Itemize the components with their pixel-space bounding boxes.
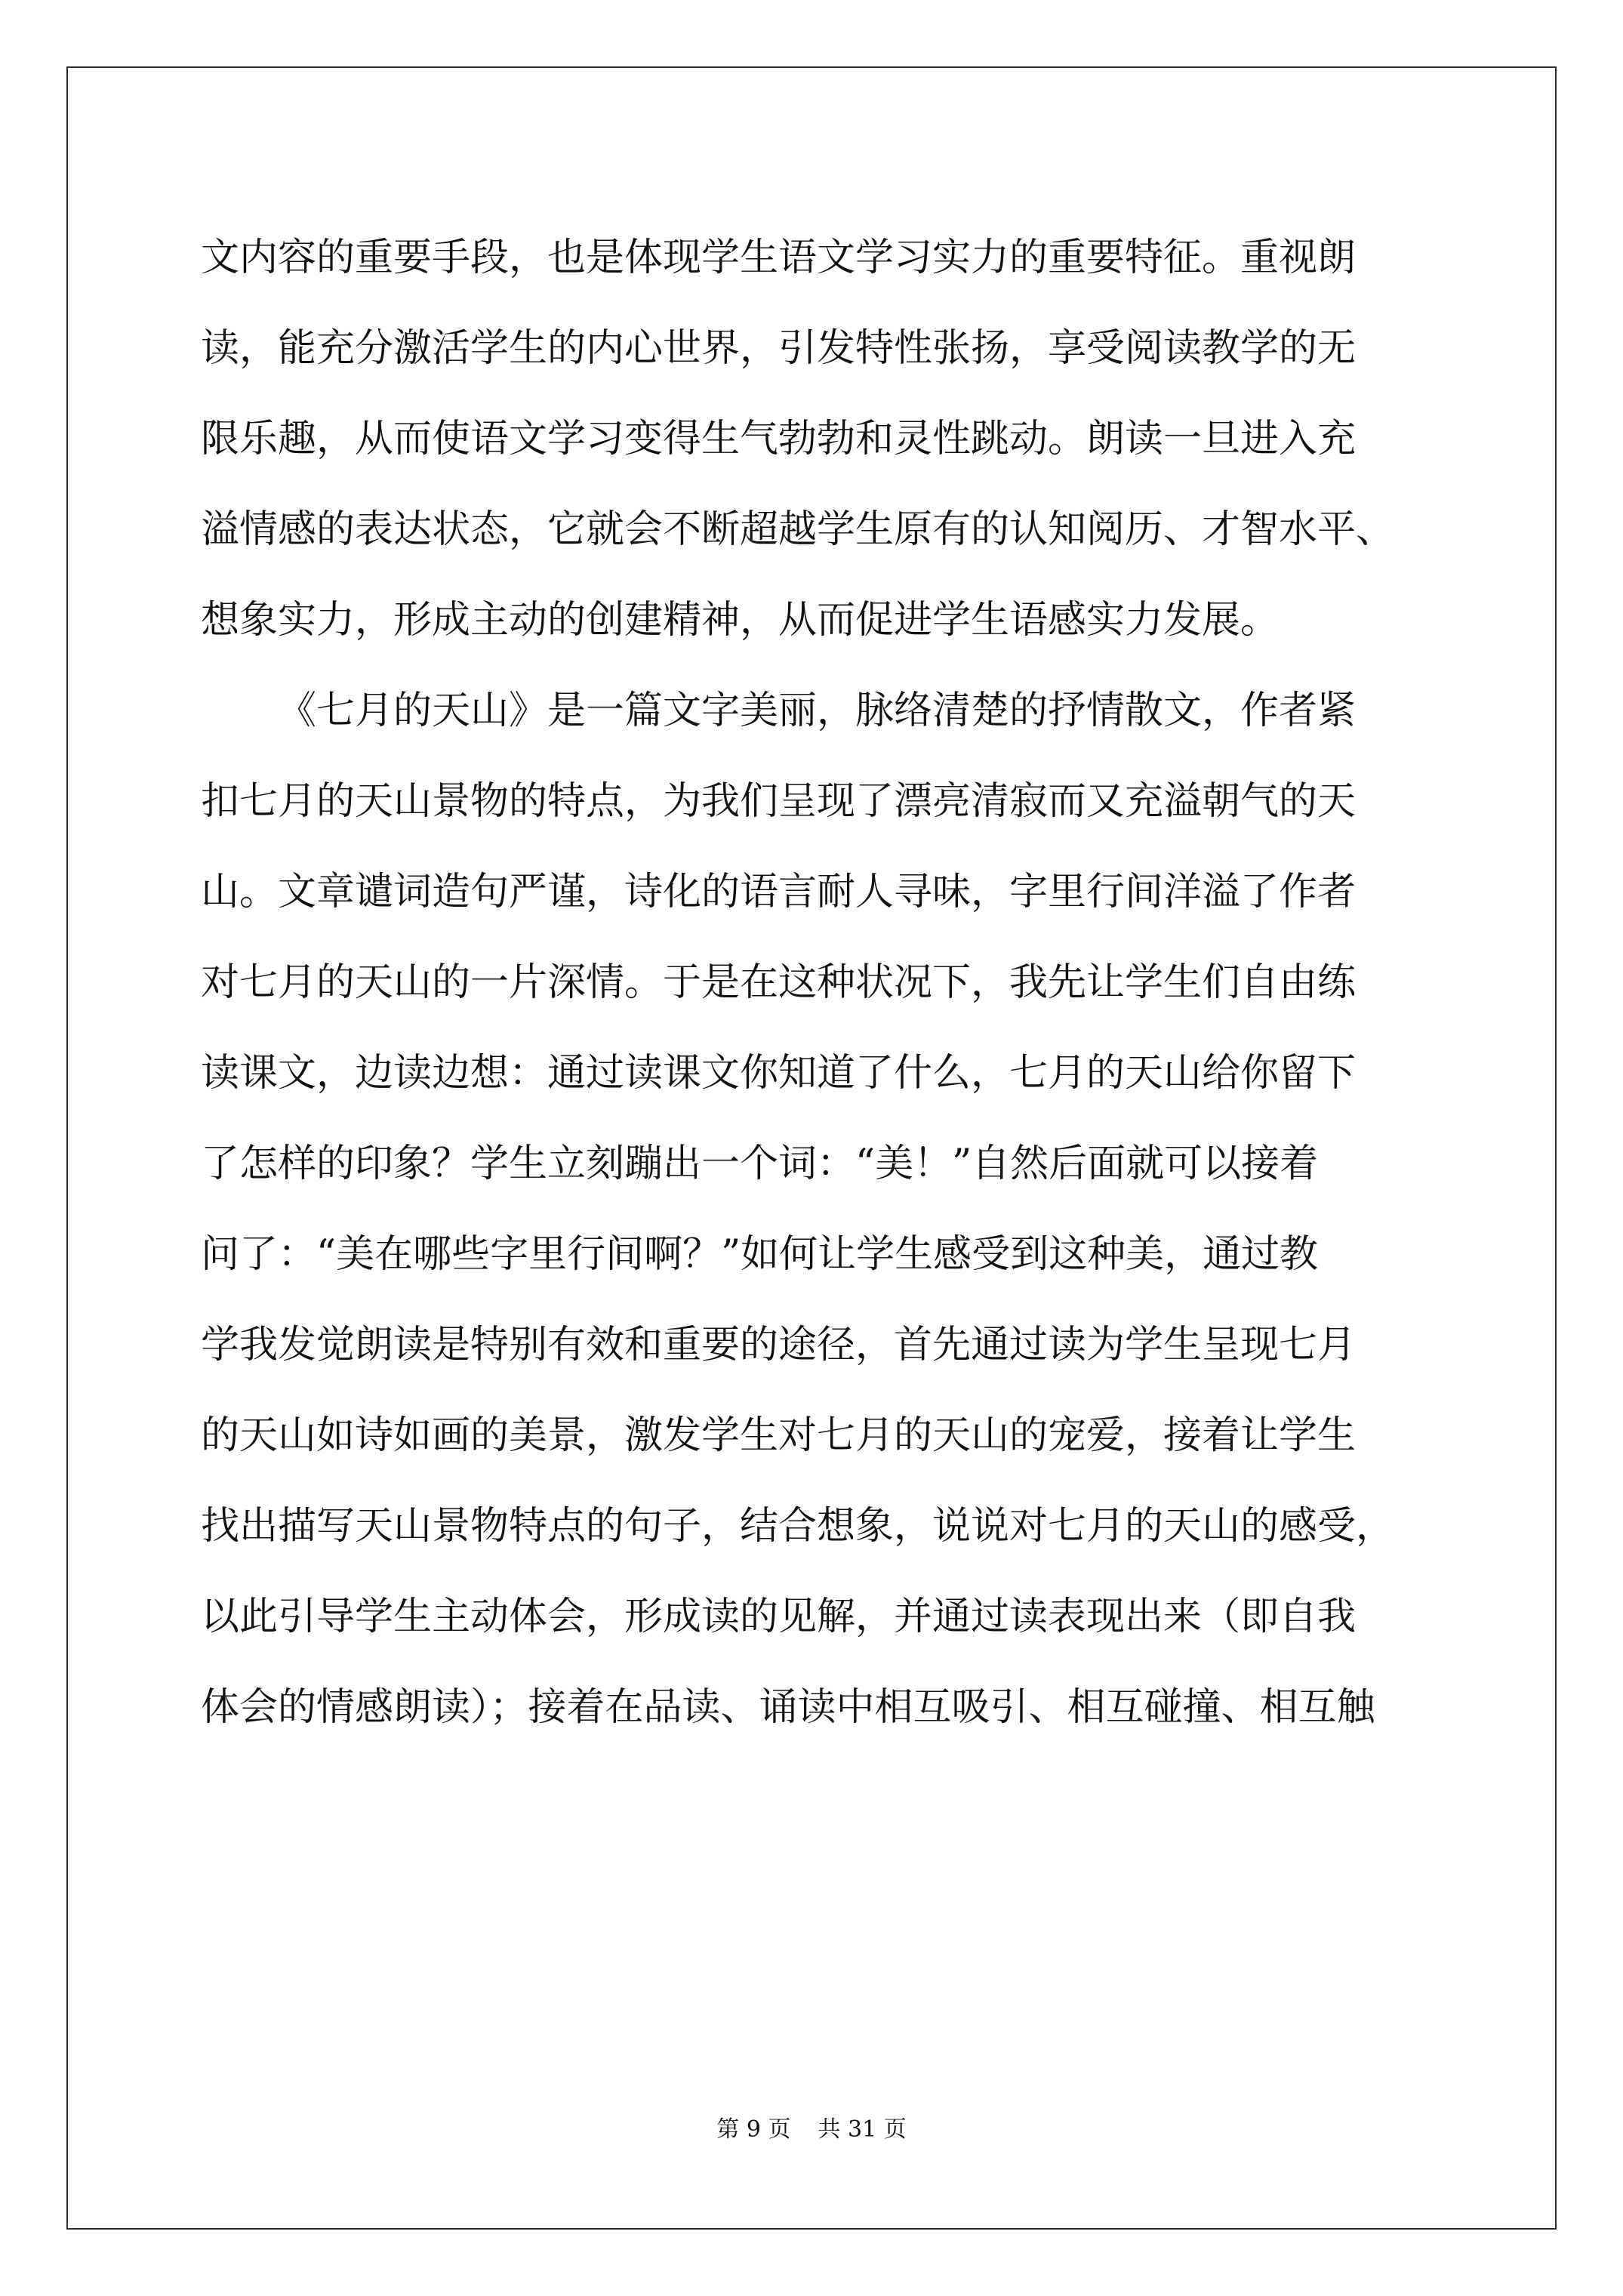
text-line: 问了：“美在哪些字里行间啊？”如何让学生感受到这种美，通过教 bbox=[201, 1232, 1319, 1277]
text-line: 想象实力，形成主动的创建精神，从而促进学生语感实力发展。 bbox=[201, 598, 1280, 643]
text-line: 以此引导学生主动体会，形成读的见解，并通过读表现出来（即自我 bbox=[201, 1595, 1357, 1639]
text-line: 扣七月的天山景物的特点，为我们呈现了漂亮清寂而又充溢朝气的天 bbox=[201, 779, 1357, 824]
text-line: 山。文章谴词造句严谨，诗化的语言耐人寻味，字里行间洋溢了作者 bbox=[201, 870, 1357, 914]
text-line: 学我发觉朗读是特别有效和重要的途径，首先通过读为学生呈现七月 bbox=[201, 1323, 1357, 1367]
text-line: 文内容的重要手段，也是体现学生语文学习实力的重要特征。重视朗 bbox=[201, 236, 1357, 280]
body-text bbox=[201, 213, 1424, 1753]
text-line: 找出描写天山景物特点的句子，结合想象，说说对七月的天山的感受， bbox=[201, 1504, 1395, 1549]
text-line: 读，能充分激活学生的内心世界，引发特性张扬，享受阅读教学的无 bbox=[201, 326, 1357, 371]
text-line: 体会的情感朗读）；接着在品读、诵读中相互吸引、相互碰撞、相互触 bbox=[201, 1685, 1375, 1730]
text-line: 的天山如诗如画的美景，激发学生对七月的天山的宠爱，接着让学生 bbox=[201, 1413, 1357, 1458]
page-number: 第 9 页 bbox=[716, 2116, 791, 2143]
text-line: 了怎样的印象？学生立刻蹦出一个词：“美！”自然后面就可以接着 bbox=[201, 1142, 1319, 1186]
page-footer bbox=[0, 2115, 1623, 2145]
total-pages: 共 31 页 bbox=[818, 2116, 907, 2143]
text-line: 溢情感的表达状态，它就会不断超越学生原有的认知阅历、才智水平、 bbox=[201, 507, 1395, 552]
paragraph-start-line: 《七月的天山》是一篇文字美丽，脉络清楚的抒情散文，作者紧 bbox=[278, 689, 1357, 733]
text-line: 限乐趣，从而使语文学习变得生气勃勃和灵性跳动。朗读一旦进入充 bbox=[201, 417, 1357, 461]
text-line: 读课文，边读边想：通过读课文你知道了什么，七月的天山给你留下 bbox=[201, 1051, 1357, 1096]
text-line: 对七月的天山的一片深情。于是在这种状况下，我先让学生们自由练 bbox=[201, 960, 1357, 1005]
